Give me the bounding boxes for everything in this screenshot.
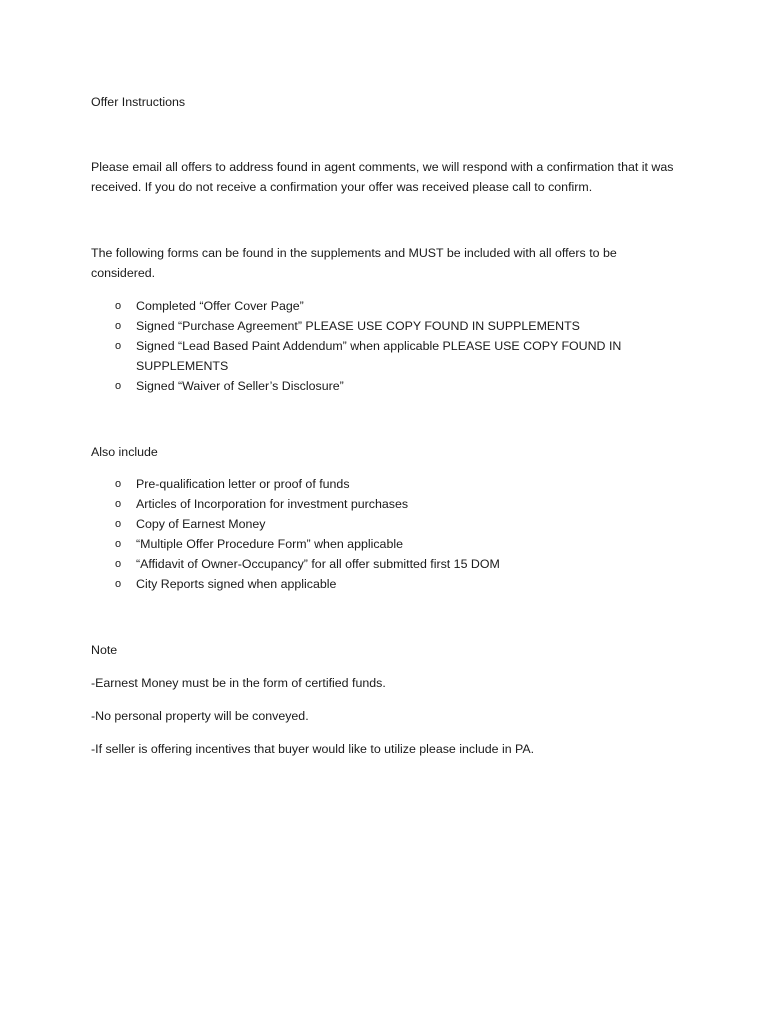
bullet-icon: o bbox=[115, 300, 122, 312]
note-personal-property: -No personal property will be conveyed. bbox=[91, 709, 309, 723]
also-include-heading: Also include bbox=[91, 445, 158, 459]
bullet-icon: o bbox=[115, 558, 122, 570]
list-item: o Copy of Earnest Money bbox=[91, 514, 651, 534]
document-title: Offer Instructions bbox=[91, 95, 186, 109]
bullet-icon: o bbox=[115, 538, 122, 550]
note-earnest-money: -Earnest Money must be in the form of certified funds. bbox=[91, 676, 386, 690]
list-item: o City Reports signed when applicable bbox=[91, 574, 651, 594]
bullet-icon: o bbox=[115, 340, 122, 352]
list-item: o Signed “Waiver of Seller’s Disclosure” bbox=[91, 376, 631, 396]
list-item: o Completed “Offer Cover Page” bbox=[91, 296, 631, 316]
note-seller-incentives: -If seller is offering incentives that buyer would like to utilize please include in PA. bbox=[91, 742, 535, 756]
list-item: o Signed “Purchase Agreement” PLEASE USE COPY FOUND IN SUPPLEMENTS bbox=[91, 316, 631, 336]
list-item: o “Multiple Offer Procedure Form” when applicable bbox=[91, 534, 651, 554]
forms-intro-paragraph: The following forms can be found in the supplements and MUST be included with all offers to be considered. bbox=[91, 246, 617, 280]
required-forms-list bbox=[91, 296, 631, 396]
bullet-icon: o bbox=[115, 498, 122, 510]
list-item: o Pre-qualification letter or proof of funds bbox=[91, 474, 651, 494]
bullet-icon: o bbox=[115, 320, 122, 332]
list-item: o Articles of Incorporation for investment purchases bbox=[91, 494, 651, 514]
list-item: o Signed “Lead Based Paint Addendum” when applicable PLEASE USE COPY FOUND IN SUPPLEMENTS bbox=[91, 336, 631, 376]
intro-paragraph: Please email all offers to address found in agent comments, we will respond with a confirmation that it was received. If you do not receive a confirmation your offer was received please call to confirm. bbox=[91, 160, 674, 194]
bullet-icon: o bbox=[115, 518, 122, 530]
list-item: o “Affidavit of Owner-Occupancy” for all offer submitted first 15 DOM bbox=[91, 554, 651, 574]
bullet-icon: o bbox=[115, 578, 122, 590]
bullet-icon: o bbox=[115, 380, 122, 392]
bullet-icon: o bbox=[115, 478, 122, 490]
also-include-list bbox=[91, 474, 651, 594]
note-heading: Note bbox=[91, 643, 118, 657]
